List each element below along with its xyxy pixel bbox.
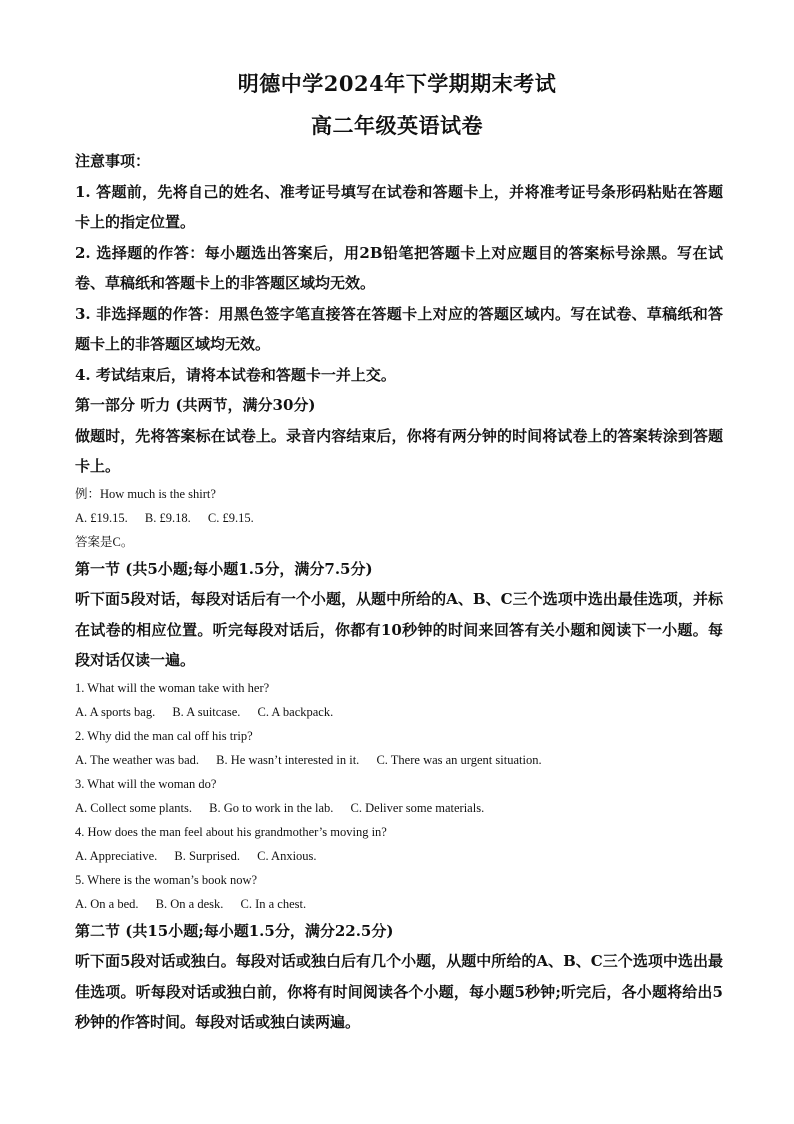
notice-item: 3. 非选择题的作答：用黑色签字笔直接答在答题卡上对应的答题区域内。写在试卷、草稿纸和答题卡上的非答题区域均无效。 bbox=[75, 304, 723, 353]
question-text: 4. How does the man feel about his grandmother’s moving in? bbox=[75, 824, 387, 839]
question-text: 2. Why did the man cal off his trip? bbox=[75, 728, 253, 743]
option: A. £19.15. bbox=[75, 510, 128, 525]
part1-instructions: 做题时，先将答案标在试卷上。录音内容结束后，你将有两分钟的时间将试卷上的答案转涂到答题卡上。 bbox=[75, 426, 723, 475]
notice-item: 2. 选择题的作答：每小题选出答案后，用2B铅笔把答题卡上对应题目的答案标号涂黑。写在试卷、草稿纸和答题卡上的非答题区域均无效。 bbox=[75, 243, 723, 292]
option: C. Anxious. bbox=[257, 848, 317, 863]
section2-instructions: 听下面5段对话或独白。每段对话或独白后有几个小题，从题中所给的A、B、C三个选项中选出最佳选项。听每段对话或独白前，你将有时间阅读各个小题，每小题5秒钟;听完后，各小题将给出5秒钟的作答时间。每段对话或独白读两遍。 bbox=[75, 952, 723, 1031]
option: C. There was an urgent situation. bbox=[376, 752, 542, 767]
section1-heading: 第一节 (共5小题;每小题1.5分，满分7.5分) bbox=[75, 559, 373, 578]
example-options bbox=[75, 506, 723, 530]
question-text: 1. What will the woman take with her? bbox=[75, 680, 270, 695]
option: A. A sports bag. bbox=[75, 704, 156, 719]
option: B. He wasn’t interested in it. bbox=[216, 752, 360, 767]
option: B. A suitcase. bbox=[172, 704, 241, 719]
exam-body bbox=[75, 146, 723, 1038]
question-options bbox=[75, 844, 723, 868]
question-options bbox=[75, 796, 723, 820]
option: B. On a desk. bbox=[155, 896, 224, 911]
exam-title: 明德中学2024年下学期期末考试 bbox=[237, 71, 557, 96]
question-options bbox=[75, 700, 723, 724]
exam-subtitle: 高二年级英语试卷 bbox=[311, 113, 483, 138]
notice-item: 4. 考试结束后，请将本试卷和答题卡一并上交。 bbox=[75, 365, 396, 384]
option: C. Deliver some materials. bbox=[350, 800, 485, 815]
part1-heading: 第一部分 听力 (共两节，满分30分) bbox=[75, 396, 316, 414]
example-question: 例：How much is the shirt? bbox=[75, 486, 216, 501]
option: B. Go to work in the lab. bbox=[209, 800, 334, 815]
option: C. In a chest. bbox=[240, 896, 307, 911]
option: B. Surprised. bbox=[174, 848, 241, 863]
option: C. £9.15. bbox=[207, 510, 254, 525]
option: A. On a bed. bbox=[75, 896, 139, 911]
section1-instructions: 听下面5段对话，每段对话后有一个小题，从题中所给的A、B、C三个选项中选出最佳选项，并标在试卷的相应位置。听完每段对话后，你都有10秒钟的时间来回答有关小题和阅读下一小题。每段对话仅读一遍。 bbox=[75, 590, 723, 669]
question-options bbox=[75, 748, 723, 772]
option: A. The weather was bad. bbox=[75, 752, 200, 767]
question-text: 3. What will the woman do? bbox=[75, 776, 217, 791]
question-options bbox=[75, 892, 723, 916]
option: C. A backpack. bbox=[257, 704, 334, 719]
question-text: 5. Where is the woman’s book now? bbox=[75, 872, 258, 887]
example-answer: 答案是C。 bbox=[75, 534, 134, 549]
option: B. £9.18. bbox=[144, 510, 191, 525]
section2-heading: 第二节 (共15小题;每小题1.5分，满分22.5分) bbox=[75, 921, 394, 940]
notice-heading: 注意事项： bbox=[75, 152, 151, 170]
option: A. Appreciative. bbox=[75, 848, 158, 863]
notice-item: 1. 答题前，先将自己的姓名、准考证号填写在试卷和答题卡上，并将准考证号条形码粘贴在答题卡上的指定位置。 bbox=[75, 182, 723, 231]
option: A. Collect some plants. bbox=[75, 800, 192, 815]
